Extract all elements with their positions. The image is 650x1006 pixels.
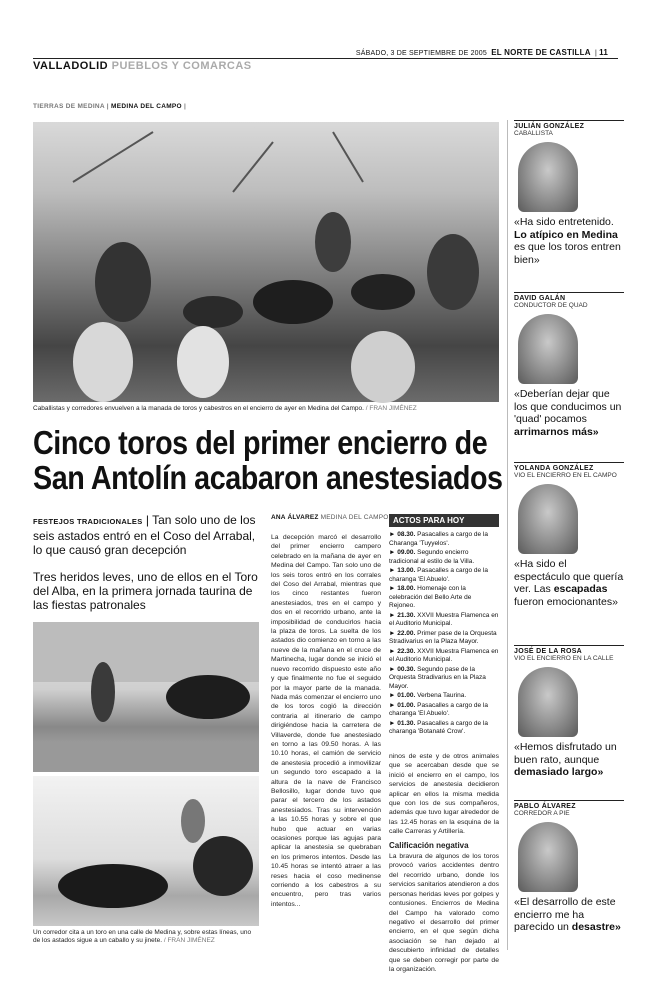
profile-name: PABLO ÁLVAREZ bbox=[514, 800, 624, 810]
section-title bbox=[33, 60, 252, 72]
activity-item: ► 01.00. Pasacalles a cargo de la charanga 'El Abuelo'. bbox=[389, 701, 488, 717]
profile-name: YOLANDA GONZÁLEZ bbox=[514, 462, 624, 472]
sidebar-rule bbox=[507, 120, 508, 950]
sidebar-profile bbox=[514, 462, 624, 608]
article-column-2-text: ninos de este y de otros animales que se acercaban desde que se inició el encierro en el campo, los servicios de anestesia decidieron aplicar en ellos la misma medida que con los de sus compañeros, además que tuvo lugar alrededor de las 12.45 horas en la esquina de la calle Carreras y Artillería. bbox=[389, 753, 499, 836]
activity-text: Pasacalles a cargo de la Charanga 'Tuyyelos'. bbox=[389, 531, 488, 547]
profile-quote-highlight: arrimarnos más» bbox=[514, 425, 599, 438]
main-photo bbox=[33, 122, 499, 402]
lead-tag: FESTEJOS TRADICIONALES bbox=[33, 517, 143, 526]
activity-item: ► 22.30. XXVII Muestra Flamenca en el Auditorio Municipal. bbox=[389, 647, 499, 663]
activity-item: ► 08.30. Pasacalles a cargo de la Charanga 'Tuyyelos'. bbox=[389, 531, 488, 547]
profile-quote: «Ha sido el espectáculo que quería ver. Las escapadas fueron emocionantes» bbox=[514, 558, 624, 608]
activity-text: XXVII Muestra Flamenca en el Auditorio Municipal. bbox=[389, 611, 499, 627]
profile-role: VIO EL ENCIERRO EN LA CALLE bbox=[514, 655, 614, 662]
main-photo-art bbox=[33, 122, 499, 402]
activity-time: 18.00. bbox=[397, 585, 416, 592]
byline-author: ANA ÁLVAREZ bbox=[271, 514, 319, 521]
page-header: SÁBADO, 3 DE SEPTIEMBRE DE 2005 EL NORTE DE CASTILLA | 11 bbox=[355, 48, 608, 57]
activity-time: 08.30. bbox=[397, 531, 416, 538]
profile-photo bbox=[518, 822, 578, 892]
activity-item: ► 01.30. Pasacalles a cargo de la charanga 'Botanaté Crow'. bbox=[389, 719, 488, 735]
section-sub: PUEBLOS Y COMARCAS bbox=[111, 60, 252, 72]
activity-item: ► 00.30. Segundo pase de la Orquesta Stradivarius en la Plaza Mayor. bbox=[389, 665, 486, 690]
activity-item: ► 13.00. Pasacalles a cargo de la charanga 'El Abuelo'. bbox=[389, 567, 488, 583]
activity-text: Verbena Taurina. bbox=[417, 692, 467, 699]
profile-quote-highlight: escapadas bbox=[553, 583, 608, 595]
article-column-2b-text: La bravura de algunos de los toros provocó varios accidentes dentro del recorrido urbano, donde los servicios sanitarios atendieron a dos personas heridas leves por golpes y contusiones. Encierros de Medina del Campo ha valorado como negativo el desarrollo del primer encierro, en el que según dicha asociación se han dejado al descubierto infinidad de detalles que se deben corregir por parte de la organización. bbox=[389, 853, 499, 973]
profile-quote-highlight: desastre» bbox=[571, 921, 621, 933]
activity-time: 22.00. bbox=[397, 629, 416, 637]
subhead: Tres heridos leves, uno de ellos en el Toro del Alba, en la primera jornada taurina de las fiestas patronales bbox=[33, 570, 258, 612]
article-column-2 bbox=[389, 752, 499, 973]
profile-role: CABALLISTA bbox=[514, 130, 553, 137]
activity-time: 00.30. bbox=[397, 665, 416, 673]
section-main: VALLADOLID bbox=[33, 60, 109, 72]
activity-text: Homenaje con la celebración del Bello Arte de Rejoneo. bbox=[389, 585, 472, 609]
byline bbox=[271, 514, 389, 521]
profile-quote: «Hemos disfrutado un buen rato, aunque demasiado largo» bbox=[514, 741, 617, 778]
street-photo-art bbox=[33, 622, 259, 772]
sidebar-profile bbox=[514, 292, 624, 438]
activity-text: Pasacalles a cargo de la charanga 'El Abuelo'. bbox=[389, 701, 488, 717]
lead-text: Tan solo uno de los seis astados entró en el Coso del Arrabal, lo que causó gran decepción bbox=[33, 513, 256, 557]
activity-text: Segundo encierro tradicional al estilo de la Villa. bbox=[389, 549, 475, 565]
profile-role: CONDUCTOR DE QUAD bbox=[514, 302, 588, 309]
kicker: TIERRAS DE MEDINA | MEDINA DEL CAMPO | bbox=[33, 103, 187, 110]
sidebar-profile bbox=[514, 800, 624, 934]
activity-text: Segundo pase de la Orquesta Stradivarius en la Plaza Mayor. bbox=[389, 665, 486, 690]
header-rule bbox=[33, 58, 618, 59]
profile-name: DAVID GALÁN bbox=[514, 292, 624, 302]
sidebar-profile bbox=[514, 645, 624, 779]
activity-item: ► 18.00. Homenaje con la celebración del Bello Arte de Rejoneo. bbox=[389, 585, 472, 609]
article-section-title: Calificación negativa bbox=[389, 840, 469, 850]
activity-item: ► 09.00. Segundo encierro tradicional al estilo de la Villa. bbox=[389, 549, 475, 565]
main-photo-caption: Caballistas y corredores envuelven a la manada de toros y cabestros en el encierro de ayer en Medina del Campo. / FRAN JIMÉNEZ bbox=[33, 405, 417, 412]
main-photo-credit: / FRAN JIMÉNEZ bbox=[365, 405, 417, 412]
activity-time: 21.30. bbox=[397, 611, 416, 619]
activities-title: ACTOS PARA HOY bbox=[389, 514, 499, 527]
profile-photo bbox=[518, 142, 578, 212]
activity-item: ► 01.00. Verbena Taurina. bbox=[389, 692, 467, 699]
article-column-1: La decepción marcó el desarrollo del primer encierro campero celebrado en la mañana de ayer en Medina del Campo. Tan solo uno de los seis toros entró en los corrales del Coso del Arrabal, mientras que los cinco restantes fueron anestesiados, tres en el campo y dos en el recorrido urbano, ante la imposibilidad de conducirlos hacia la plaza de toros. La suelta de los astados dio comienzo en torno a las nueve de la mañana en el cruce de Martinecha, lugar donde se inició el nuevo recorrido dispuesto este año y que finalmente no fue el seguido por la mayor parte de la manada. Nada más comenzar el encierro uno de los toros cogió la dirección contraria al itinerario de campo dirigiéndose hacia la carretera de Villaverde, donde fue anestesiado en torno a las 09.50 horas. A las 10.10 horas, el camión de servicio de anestesia procedió a inmovilizar un segundo toro escapado a la altura de la nave de Francisco Bellosillo, lugar donde tuvo que parar el tercero de los astados anestesiados. Tras su intervención a las 10.55 horas y sobre el que hubo que actuar en varias ocasiones porque las agujas para aplicar la anestesia se quebraban en los primeros intentos. Desde las 10.45 horas se intentó atraer a las reses hacia el coso medinense corriendo a los cabestros a su encuentro, pero tras varios intentos... bbox=[271, 534, 381, 908]
profile-role: CORREDOR A PIE bbox=[514, 810, 570, 817]
profile-photo bbox=[518, 314, 578, 384]
activity-text: Primer pase de la Orquesta Stradivarius en la Plaza Mayor. bbox=[389, 629, 497, 645]
headline bbox=[33, 424, 503, 496]
profile-name: JOSÉ DE LA ROSA bbox=[514, 645, 624, 655]
lead: FESTEJOS TRADICIONALES | Tan solo uno de los seis astados entró en el Coso del Arrabal, lo que causó gran decepción bbox=[33, 513, 256, 557]
headline-line1: Cinco toros del primer encierro de bbox=[33, 424, 488, 461]
field-photo bbox=[33, 776, 259, 926]
activity-time: 01.00. bbox=[397, 701, 416, 709]
profile-role: VIO EL ENCIERRO EN EL CAMPO bbox=[514, 472, 617, 479]
profile-quote-highlight: demasiado largo» bbox=[514, 766, 604, 778]
date-line: SÁBADO, 3 DE SEPTIEMBRE DE 2005 bbox=[355, 50, 487, 57]
byline-place: MEDINA DEL CAMPO bbox=[320, 514, 389, 521]
page-number: 11 bbox=[599, 48, 608, 57]
activity-text: XXVII Muestra Flamenca en el Auditorio Municipal. bbox=[389, 647, 499, 663]
activities-box bbox=[389, 514, 499, 746]
profile-quote: «El desarrollo de este encierro me ha parecido un desastre» bbox=[514, 896, 621, 933]
kicker-region: TIERRAS DE MEDINA bbox=[33, 103, 105, 110]
profile-name: JULIÁN GONZÁLEZ bbox=[514, 120, 624, 130]
kicker-town: MEDINA DEL CAMPO bbox=[111, 103, 182, 110]
activity-text: Pasacalles a cargo de la charanga 'El Abuelo'. bbox=[389, 567, 488, 583]
activity-time: 13.00. bbox=[397, 567, 416, 574]
activity-item: ► 22.00. Primer pase de la Orquesta Stradivarius en la Plaza Mayor. bbox=[389, 629, 497, 645]
bottom-photo-credit: / FRAN JIMÉNEZ bbox=[163, 937, 215, 944]
activity-time: 01.00. bbox=[397, 692, 416, 699]
activity-time: 22.30. bbox=[397, 647, 416, 655]
profile-quote: «Deberían dejar que los que conducimos un 'quad' pocamos arrimarnos más» bbox=[514, 388, 622, 438]
activity-time: 01.30. bbox=[397, 719, 416, 727]
sidebar-profile bbox=[514, 120, 624, 266]
field-photo-art bbox=[33, 776, 259, 926]
activity-time: 09.00. bbox=[397, 549, 416, 556]
activity-text: Pasacalles a cargo de la charanga 'Botanaté Crow'. bbox=[389, 719, 488, 735]
activity-item: ► 21.30. XXVII Muestra Flamenca en el Auditorio Municipal. bbox=[389, 611, 499, 627]
bottom-photo-caption: Un corredor cita a un toro en una calle de Medina y, sobre estas líneas, uno de los astados sigue a un caballo y su jinete. / FRAN JIMÉNEZ bbox=[33, 929, 252, 944]
headline-line2: San Antolín acabaron anestesiados bbox=[33, 459, 503, 496]
activities-list bbox=[389, 531, 499, 737]
street-photo bbox=[33, 622, 259, 772]
profile-quote: «Ha sido entretenido. Lo atípico en Medina es que los toros entren bien» bbox=[514, 216, 621, 266]
profile-quote-highlight: Lo atípico en Medina bbox=[514, 228, 618, 241]
profile-photo bbox=[518, 667, 578, 737]
profile-photo bbox=[518, 484, 578, 554]
newspaper-name: EL NORTE DE CASTILLA bbox=[491, 48, 591, 57]
